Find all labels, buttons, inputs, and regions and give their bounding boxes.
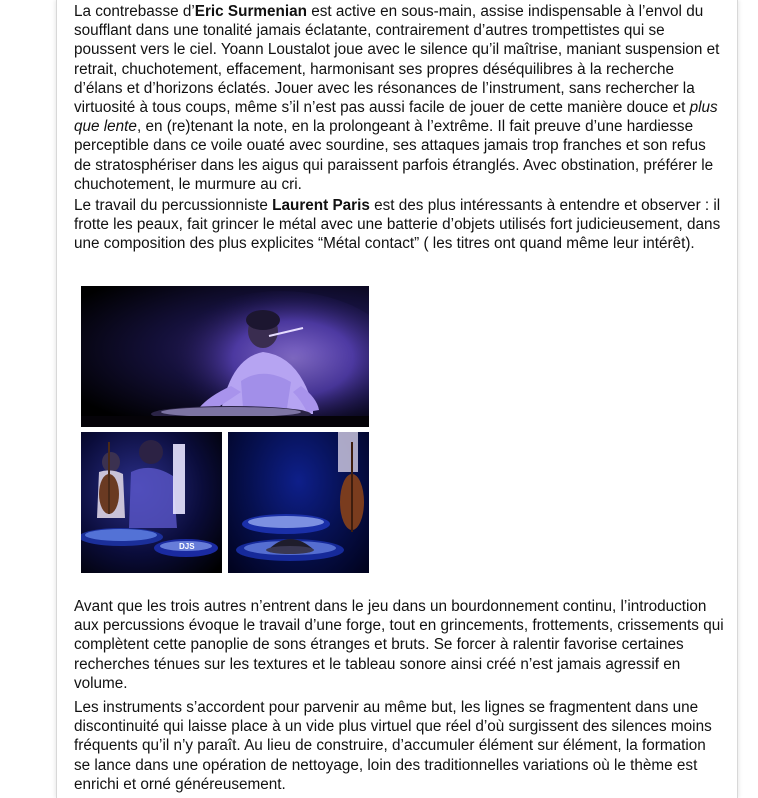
name-laurent-paris: Laurent Paris [272, 197, 370, 214]
text: , en (re)tenant la note, en la prolongeant à l’extrême. Il fait preuve d’une hardiesse perceptible dans ce voile ouaté avec sourdine, ses attaques jamais trop franches et son refus de stratosphériser dans les aigus qui paraissent parfois étranglés. Avec obstination, préférer le chuchotement, le murmure au cri. [74, 118, 714, 193]
paragraph-instruments: Les instruments s’accordent pour parvenir au même but, les lignes se fragmentent dans une discontinuité qui laisse place à un vide plus virtuel que réel d’où surgissent des silences moins fréquents qu’il n’y paraît. Au lieu de construire, d’accumuler élément sur élément, la formation se lance dans une opération de nettoyage, loin des traditionnelles variations où le thème est enrichi et orné généreusement. [74, 699, 712, 793]
text: La contrebasse d’ [74, 3, 195, 20]
concert-photo-band [81, 432, 222, 573]
concert-photo-percussionist [81, 286, 369, 427]
paragraph-bassist [74, 2, 724, 194]
text: est des plus intéressants à entendre et observer : il frotte les peaux, fait grincer le métal avec une batterie d’objets utilisés fort judicieusement, dans une composition des plus explicites “Métal contact” ( les titres ont quand même leur intérêt). [74, 197, 721, 253]
text: est active en sous-main, assise indispensable à l’envol du soufflant dans une tonalité jamais éclatante, contrairement d’autres trompettistes qui se poussent vers le ciel. Yoann Loustalot joue avec le silence qu’il maîtrise, maniant suspension et retrait, chuchotement, effacement, harmonisant ses propres déséquilibres à la recherche d’élans et d’horizons éclatés. Jouer avec les résonances de l’instrument, sans rechercher la virtuosité à tous coups, même s’il n’est pas aussi facile de jouer de cette manière douce et [74, 3, 720, 117]
italic-phrase: plus que lente [74, 99, 718, 136]
photo-watermark: DJS [179, 542, 195, 551]
text: Le travail du percussionniste [74, 197, 273, 214]
name-eric-surmenian: Eric Surmenian [194, 3, 307, 20]
concert-photo-drums [228, 432, 369, 573]
paragraph-percussionist [74, 196, 724, 254]
paragraph-intro-percussion: Avant que les trois autres n’entrent dans le jeu dans un bourdonnement continu, l’introduction aux percussions évoque le travail d’une forge, tout en grincements, frottements, crissements qui complètent cette panoplie de sons étranges et bruts. Se forcer à ralentir favorise certaines recherches ténues sur les textures et le tableau sonore ainsi créé n’est jamais agressif en volume. [74, 598, 724, 692]
